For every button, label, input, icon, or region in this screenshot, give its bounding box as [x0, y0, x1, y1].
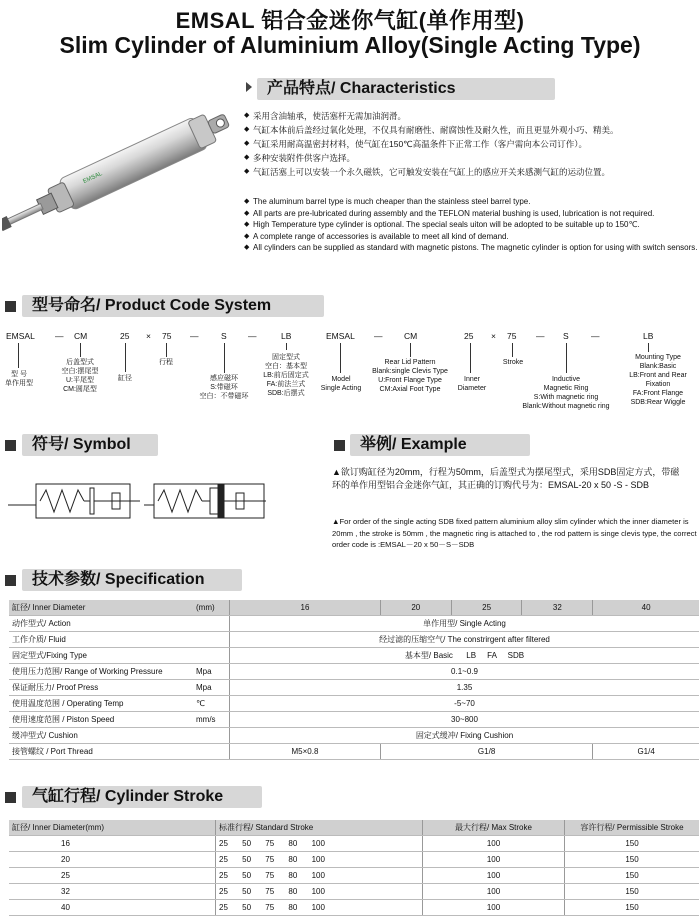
table-cell: 固定型式/Fixing Type [9, 648, 193, 664]
table-cell: ℃ [193, 696, 230, 712]
code-label-bore-en: Inner Diameter [457, 376, 487, 392]
code-part: 25 [464, 331, 474, 341]
table-row [9, 680, 699, 696]
example-text-cn: ▲欲订购缸径为20mm，行程为50mm，后盖型式为摆尾型式，采用SDB固定方式，带磁环的单作用型铝合金迷你气缸，其正确的订购代号为：EMSAL-20 x 50 -S - SDB [332, 467, 680, 490]
example-header: 举例/ Example [350, 434, 530, 456]
table-row [9, 728, 699, 744]
table-cell: Mpa [193, 664, 230, 680]
title-en: Slim Cylinder of Aluminium Alloy(Single Acting Type) [59, 32, 641, 58]
characteristics-cn-list [244, 109, 699, 179]
code-label-stroke-cn: 行程 [159, 359, 173, 366]
list-item: ◆ 多种安装附件供客户选择。 [244, 151, 699, 165]
table-cell: 缸径/ Inner Diameter(mm) [9, 820, 216, 836]
section-marker-icon [5, 575, 16, 586]
table-row [9, 868, 699, 884]
table-cell [193, 632, 230, 648]
list-item: ◆ The aluminum barrel type is much cheaper than the stainless steel barrel type. [244, 196, 699, 208]
cylinder-stroke-table [9, 820, 699, 916]
table-cell [193, 616, 230, 632]
code-part: 75 [507, 331, 517, 341]
list-item: ◆ High Temperature type cylinder is optional. The special seals uiton will be adopted to be suitable up to 150℃. [244, 219, 699, 231]
table-cell: 工作介质/ Fluid [9, 632, 193, 648]
table-cell [193, 648, 230, 664]
table-cell: 150 [565, 900, 700, 916]
code-label-sensor-cn: 感应磁环 S:带磁环 空白：不带磁环 [199, 375, 249, 400]
table-cell: -5~70 [230, 696, 700, 712]
symbol-header: 符号/ Symbol [22, 434, 158, 456]
code-label-bore-cn: 缸径 [118, 375, 132, 382]
table-cell: Mpa [193, 680, 230, 696]
list-item: ◆ A complete range of accessories is available to meet all kind of demand. [244, 231, 699, 243]
table-row [9, 600, 699, 616]
code-label-model-en: Model Single Acting [320, 376, 362, 392]
table-cell: 动作型式/ Action [9, 616, 193, 632]
code-part: — [374, 331, 383, 341]
table-cell: 接管螺纹 / Port Thread [9, 744, 193, 760]
list-item: ◆ 采用含油轴承，使活塞杆无需加油润滑。 [244, 109, 699, 123]
table-row [9, 632, 699, 648]
table-cell: 保证耐压力/ Proof Press [9, 680, 193, 696]
product-code-header: 型号命名/ Product Code System [22, 295, 324, 317]
table-cell: 40 [9, 900, 216, 916]
table-row [9, 712, 699, 728]
table-cell: 25 50 75 80 100 [216, 884, 423, 900]
table-cell [193, 744, 230, 760]
code-label-mount-en: Mounting Type Blank:Basic LB:Front and Rear Fixation FA:Front Flange SDB:Rear Wiggle [629, 354, 687, 406]
code-label-rear-en: Rear Lid Pattern Blank:single Clevis Type U:Front Flange Type CM:Axial Foot Type [372, 359, 448, 393]
table-cell: 25 [9, 868, 216, 884]
code-part: LB [643, 331, 654, 341]
code-part: 75 [162, 331, 172, 341]
table-cell: 100 [423, 836, 565, 852]
table-cell: 100 [423, 900, 565, 916]
table-cell: 150 [565, 852, 700, 868]
code-part: × [491, 331, 496, 341]
code-part: — [591, 331, 600, 341]
table-row [9, 884, 699, 900]
table-cell: G1/8 [380, 744, 592, 760]
code-label-stroke-en: Stroke [502, 359, 524, 366]
table-row [9, 836, 699, 852]
table-cell: 标准行程/ Standard Stroke [216, 820, 423, 836]
table-row [9, 852, 699, 868]
code-part: 25 [120, 331, 130, 341]
table-cell: 100 [423, 884, 565, 900]
cylinder-symbol-diagram [8, 470, 270, 540]
table-cell: 使用速度范围 / Piston Speed [9, 712, 193, 728]
code-row-en [0, 331, 700, 351]
table-cell: 20 [380, 600, 451, 616]
table-row [9, 664, 699, 680]
table-cell: 缓冲型式/ Cushion [9, 728, 193, 744]
svg-text:EMSAL: EMSAL [82, 171, 104, 186]
table-cell: M5×0.8 [230, 744, 381, 760]
code-part: — [190, 331, 199, 341]
table-cell: 16 [230, 600, 381, 616]
specification-table [9, 600, 699, 760]
table-cell: 20 [9, 852, 216, 868]
section-marker-icon [5, 301, 16, 312]
table-cell: 30~800 [230, 712, 700, 728]
cylinder-stroke-header: 气缸行程/ Cylinder Stroke [22, 786, 262, 808]
section-marker-icon [5, 792, 16, 803]
section-marker-icon [334, 440, 345, 451]
table-row [9, 744, 699, 760]
code-part: × [146, 331, 151, 341]
code-part: EMSAL [6, 331, 35, 341]
list-item: ◆ All cylinders can be supplied as standard with magnetic pistons. The magnetic cylinder is option for using with switch sensors. [244, 242, 699, 254]
characteristics-header: 产品特点/ Characteristics [257, 78, 555, 100]
code-label-mount-cn: 固定型式 空白：基本型 LB:前后固定式 FA:前法兰式 SDB:后摆式 [263, 354, 309, 397]
table-cell: 32 [522, 600, 593, 616]
code-part: CM [74, 331, 88, 341]
table-cell: 容许行程/ Permissible Stroke [565, 820, 700, 836]
table-cell: 150 [565, 836, 700, 852]
characteristics-en-list [244, 196, 699, 254]
table-cell: 单作用型/ Single Acting [230, 616, 700, 632]
table-row [9, 616, 699, 632]
table-cell: 100 [423, 852, 565, 868]
list-item: ◆ All parts are pre-lubricated during assembly and the TEFLON material bushing is used, lubrication is not required. [244, 208, 699, 220]
example-text-en: ▲For order of the single acting SDB fixed pattern aluminium alloy slim cylinder which the inner diameter is 20mm , the stroke is 50mm , the magnetic ring is attached to , the rod pattern is singe clevis type, the correct order code is :EMSAL－20 x 50－S－SDB [332, 517, 697, 549]
table-cell: 25 50 75 80 100 [216, 836, 423, 852]
list-item: ◆ 气缸采用耐高温密封材料，使气缸在150℃高温条件下正常工作（客户需向本公司订作）。 [244, 137, 699, 151]
table-cell: 使用温度范围 / Operating Temp [9, 696, 193, 712]
table-cell: 25 50 75 80 100 [216, 868, 423, 884]
table-row [9, 648, 699, 664]
code-label-sensor-en: Inductive Magnetic Ring S:With magnetic ring Blank:Without magnetic ring [522, 376, 610, 410]
table-cell: G1/4 [593, 744, 699, 760]
table-cell: 16 [9, 836, 216, 852]
table-cell: 缸径/ Inner Diameter [9, 600, 193, 616]
specification-header: 技术参数/ Specification [22, 569, 242, 591]
table-cell: 固定式缓冲/ Fixing Cushion [230, 728, 700, 744]
table-cell: 150 [565, 868, 700, 884]
table-cell: 25 50 75 80 100 [216, 852, 423, 868]
table-cell: 150 [565, 884, 700, 900]
table-cell: 25 [451, 600, 522, 616]
table-row [9, 900, 699, 916]
table-cell: 最大行程/ Max Stroke [423, 820, 565, 836]
table-cell: 25 50 75 80 100 [216, 900, 423, 916]
code-part: — [536, 331, 545, 341]
table-cell [193, 728, 230, 744]
table-cell: 1.35 [230, 680, 700, 696]
section-marker-icon [246, 82, 252, 92]
code-part: CM [404, 331, 418, 341]
table-cell: (mm) [193, 600, 230, 616]
title-cn: EMSAL 铝合金迷你气缸(单作用型) [175, 8, 525, 33]
table-cell: mm/s [193, 712, 230, 728]
code-part: EMSAL [326, 331, 355, 341]
table-cell: 使用压力范围/ Range of Working Pressure [9, 664, 193, 680]
code-part: S [221, 331, 227, 341]
section-marker-icon [5, 440, 16, 451]
table-row [9, 696, 699, 712]
table-cell: 基本型/ Basic LB FA SDB [230, 648, 700, 664]
table-cell: 0.1~0.9 [230, 664, 700, 680]
code-part: — [55, 331, 64, 341]
code-part: — [248, 331, 257, 341]
cylinder-product-image [2, 108, 242, 233]
table-cell: 32 [9, 884, 216, 900]
code-label-rear-cn: 后盖型式 空白:摆尾型 U:平尾型 CM:圆尾型 [61, 359, 99, 393]
table-cell: 40 [593, 600, 699, 616]
table-cell: 经过滤的压缩空气/ The constrirgent after filtered [230, 632, 700, 648]
list-item: ◆ 气缸活塞上可以安装一个永久磁铁，它可触发安装在气缸上的感应开关来感测气缸的运动位置。 [244, 165, 699, 179]
code-part: S [563, 331, 569, 341]
code-label-model-cn: 型 号 单作用型 [5, 371, 33, 387]
table-cell: 100 [423, 868, 565, 884]
list-item: ◆ 气缸本体前后盖经过氧化处理，不仅具有耐磨性、耐腐蚀性及耐久性，而且更显外观小巧、精美。 [244, 123, 699, 137]
code-part: LB [281, 331, 292, 341]
table-row [9, 820, 699, 836]
